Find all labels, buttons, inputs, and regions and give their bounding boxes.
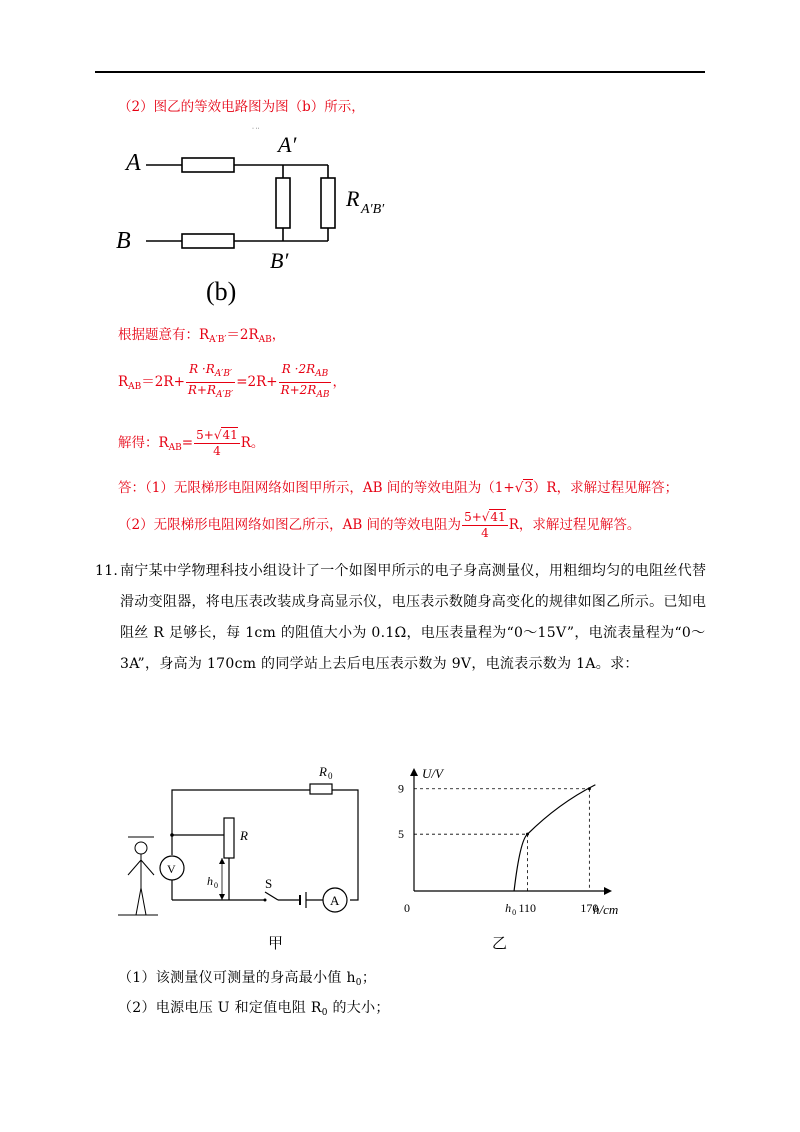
- figure-yi-chart: [390, 760, 650, 960]
- x-tick-label-h0: h: [505, 901, 512, 915]
- figure-b-caption: (b): [206, 277, 237, 306]
- svg-text:0: 0: [328, 771, 333, 781]
- series-line: [514, 785, 595, 891]
- header-rule: [95, 71, 705, 73]
- svg-text:0: 0: [214, 881, 218, 890]
- question-11-line4: 3A”，身高为 170cm 的同学站上去后电压表示数为 9V，电流表示数为 1A。求：: [120, 656, 639, 672]
- question-11-line1: 南宁某中学物理科技小组设计了一个如图甲所示的电子身高测量仪，用粗细均匀的电阻丝代替: [120, 563, 707, 579]
- x-tick-label-1: 170: [580, 901, 599, 915]
- fraction-1: $\frac{R \cdot R_{A'B'}}{R+R_{A'B'}}$: [187, 362, 234, 400]
- svg-text:V: V: [167, 862, 176, 876]
- svg-text:S: S: [265, 876, 273, 891]
- label-Ap: A′: [278, 132, 297, 157]
- answer-2: （2）无限梯形电阻网络如图乙所示，AB 间的等效电阻为 $\frac{5+√41}{4}$ R，求解过程见解答。: [118, 510, 641, 540]
- part2-intro: （2）图乙的等效电路图为图（b）所示，: [118, 99, 365, 115]
- r-rheostat: [224, 818, 234, 858]
- switch-icon: [265, 892, 278, 900]
- person-icon: [118, 837, 158, 915]
- x-tick-label-h0-sub: 0: [512, 908, 517, 917]
- x-tick-label-0: 110: [518, 901, 537, 915]
- resistor-rab: [321, 178, 335, 228]
- r0-resistor: [310, 784, 332, 794]
- label-Bp: B′: [270, 248, 289, 273]
- fraction-answer2: $\frac{5+√41}{4}$: [464, 510, 506, 540]
- equation-line3: 解得：$R_{AB}=$ $\frac{5+√41}{4}$ R。: [118, 428, 265, 458]
- svg-text:A: A: [330, 893, 340, 908]
- equation-line2: $R_{AB}=2R+$ $\frac{R \cdot R_{A'B'}}{R+R_{A'B'}}$ =2R+ $\frac{R \cdot 2R_{AB}}{R+2R_{AB}}$ ，: [118, 362, 346, 403]
- figure-jia-caption: 甲: [268, 936, 284, 952]
- figure-b-circuit: [110, 120, 430, 310]
- figure-yi-caption: 乙: [492, 936, 508, 952]
- question-11-line2: 滑动变阻器，将电压表改装成身高显示仪，电压表示数随身高变化的规律如图乙所示。已知电: [120, 594, 707, 610]
- label-B: B: [116, 228, 131, 254]
- label-R-sub: A′B′: [361, 202, 385, 217]
- sub-question-1: （1）该测量仪可测量的身高最小值 $h_0$；: [118, 970, 377, 988]
- question-11-number: 11.: [95, 563, 119, 579]
- resistor-middle: [276, 178, 290, 228]
- fraction-3: $\frac{5+√41}{4}$: [196, 428, 238, 458]
- question-11-line3: 阻丝 R 足够长，每 1cm 的阻值大小为 0.1Ω，电压表量程为“0～15V”，电流表量程为“0～: [120, 625, 706, 641]
- y-tick-label-1: 5: [398, 827, 404, 842]
- label-A: A: [126, 150, 141, 176]
- resistor-bottom: [182, 234, 234, 248]
- equation-line1: 根据题意有：$R_{A'B'}=2R_{AB}$，: [118, 327, 286, 345]
- data-point-0: [526, 833, 529, 836]
- figure-jia-circuit: [110, 760, 380, 960]
- y-axis-label: U/V: [422, 766, 443, 781]
- fraction-2: $\frac{R \cdot 2R_{AB}}{R+2R_{AB}}$: [280, 362, 330, 400]
- resistor-top: [182, 158, 234, 172]
- svg-text:R: R: [319, 764, 327, 779]
- x-axis-label: h/cm: [593, 902, 619, 917]
- label-R: R: [346, 186, 360, 211]
- svg-text:R: R: [240, 828, 248, 843]
- svg-text:· ··: · ··: [252, 126, 260, 132]
- answer-1: 答：（1）无限梯形电阻网络如图甲所示，AB 间的等效电阻为（1+√3）R，求解过程见解答；: [118, 480, 679, 496]
- data-point-1: [588, 787, 591, 790]
- y-tick-label-0: 9: [398, 781, 404, 796]
- sub-question-2: （2）电源电压 U 和定值电阻 $R_0$ 的大小；: [118, 1000, 390, 1018]
- svg-text:h: h: [207, 874, 213, 888]
- origin-label: 0: [404, 901, 410, 915]
